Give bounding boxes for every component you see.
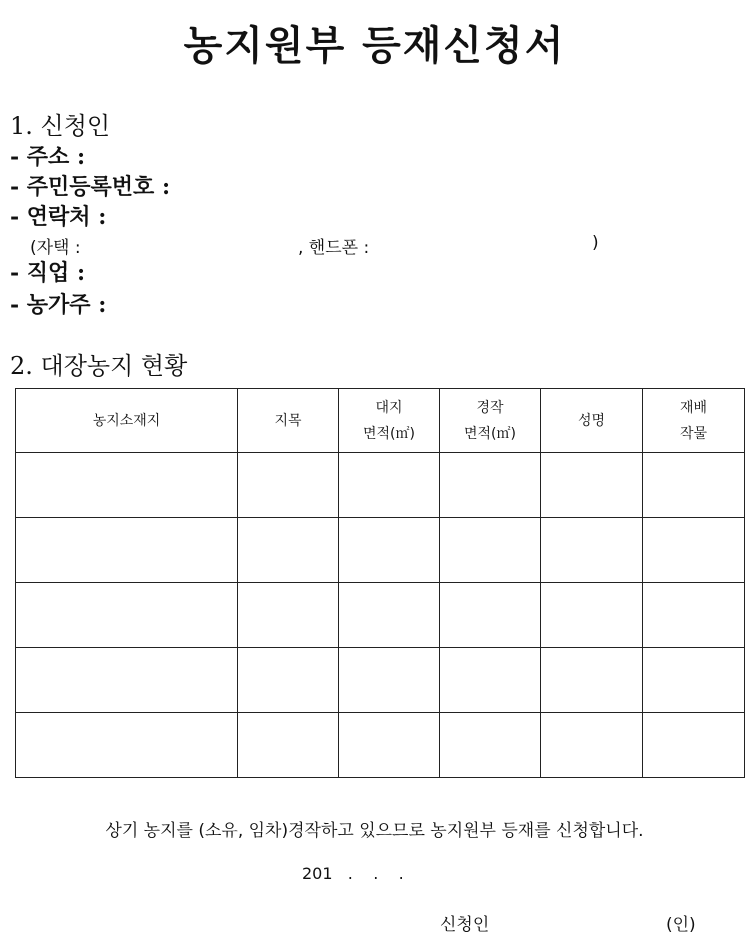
cell-land-category[interactable] bbox=[238, 453, 339, 518]
declaration-statement: 상기 농지를 (소유, 임차)경작하고 있으므로 농지원부 등재를 신청합니다. bbox=[105, 821, 644, 841]
cell-crop[interactable] bbox=[643, 713, 745, 778]
col-header-ledger-area: 대지 면적(㎡) bbox=[339, 389, 440, 453]
cell-location[interactable] bbox=[16, 648, 238, 713]
resident-number-label: - 주민등록번호 : bbox=[10, 174, 171, 200]
cell-land-category[interactable] bbox=[238, 648, 339, 713]
col-header-cultivated-area: 경작 면적(㎡) bbox=[440, 389, 541, 453]
farmland-table bbox=[15, 388, 745, 778]
cell-cultivated-area[interactable] bbox=[440, 518, 541, 583]
phone-line bbox=[30, 233, 610, 258]
cell-name[interactable] bbox=[541, 648, 643, 713]
cell-crop[interactable] bbox=[643, 453, 745, 518]
applicant-signature-label: 신청인 bbox=[440, 915, 490, 935]
phone-close-paren: ) bbox=[592, 233, 599, 253]
cell-location[interactable] bbox=[16, 518, 238, 583]
table-row bbox=[16, 713, 745, 778]
occupation-label: - 직업 : bbox=[10, 260, 86, 286]
cell-land-category[interactable] bbox=[238, 518, 339, 583]
col-header-location: 농지소재지 bbox=[16, 389, 238, 453]
form-title: 농지원부 등재신청서 bbox=[183, 22, 566, 69]
cell-name[interactable] bbox=[541, 518, 643, 583]
section-farmland-heading: 2. 대장농지 현황 bbox=[10, 352, 188, 380]
cell-name[interactable] bbox=[541, 713, 643, 778]
home-phone-label: (자택 : bbox=[30, 238, 81, 258]
cell-ledger-area[interactable] bbox=[339, 453, 440, 518]
application-date: 201 . . . bbox=[302, 864, 404, 883]
col-header-land-category: 지목 bbox=[238, 389, 339, 453]
table-row bbox=[16, 648, 745, 713]
cell-ledger-area[interactable] bbox=[339, 583, 440, 648]
col-header-crop: 재배 작물 bbox=[643, 389, 745, 453]
cell-name[interactable] bbox=[541, 583, 643, 648]
cell-cultivated-area[interactable] bbox=[440, 453, 541, 518]
cell-crop[interactable] bbox=[643, 518, 745, 583]
cell-cultivated-area[interactable] bbox=[440, 583, 541, 648]
table-row bbox=[16, 518, 745, 583]
table-header-row bbox=[16, 389, 745, 453]
cell-location[interactable] bbox=[16, 713, 238, 778]
cell-land-category[interactable] bbox=[238, 713, 339, 778]
cell-name[interactable] bbox=[541, 453, 643, 518]
cell-cultivated-area[interactable] bbox=[440, 648, 541, 713]
cell-location[interactable] bbox=[16, 583, 238, 648]
table-row bbox=[16, 583, 745, 648]
household-head-label: - 농가주 : bbox=[10, 292, 107, 318]
address-label: - 주소 : bbox=[10, 144, 86, 170]
cell-ledger-area[interactable] bbox=[339, 648, 440, 713]
section-applicant-heading: 1. 신청인 bbox=[10, 112, 111, 140]
col-header-name: 성명 bbox=[541, 389, 643, 453]
mobile-phone-label: , 핸드폰 : bbox=[298, 238, 370, 258]
table-row bbox=[16, 453, 745, 518]
cell-ledger-area[interactable] bbox=[339, 713, 440, 778]
cell-ledger-area[interactable] bbox=[339, 518, 440, 583]
cell-crop[interactable] bbox=[643, 583, 745, 648]
cell-cultivated-area[interactable] bbox=[440, 713, 541, 778]
cell-land-category[interactable] bbox=[238, 583, 339, 648]
contact-label: - 연락처 : bbox=[10, 204, 107, 230]
cell-crop[interactable] bbox=[643, 648, 745, 713]
cell-location[interactable] bbox=[16, 453, 238, 518]
seal-mark: (인) bbox=[666, 915, 696, 935]
